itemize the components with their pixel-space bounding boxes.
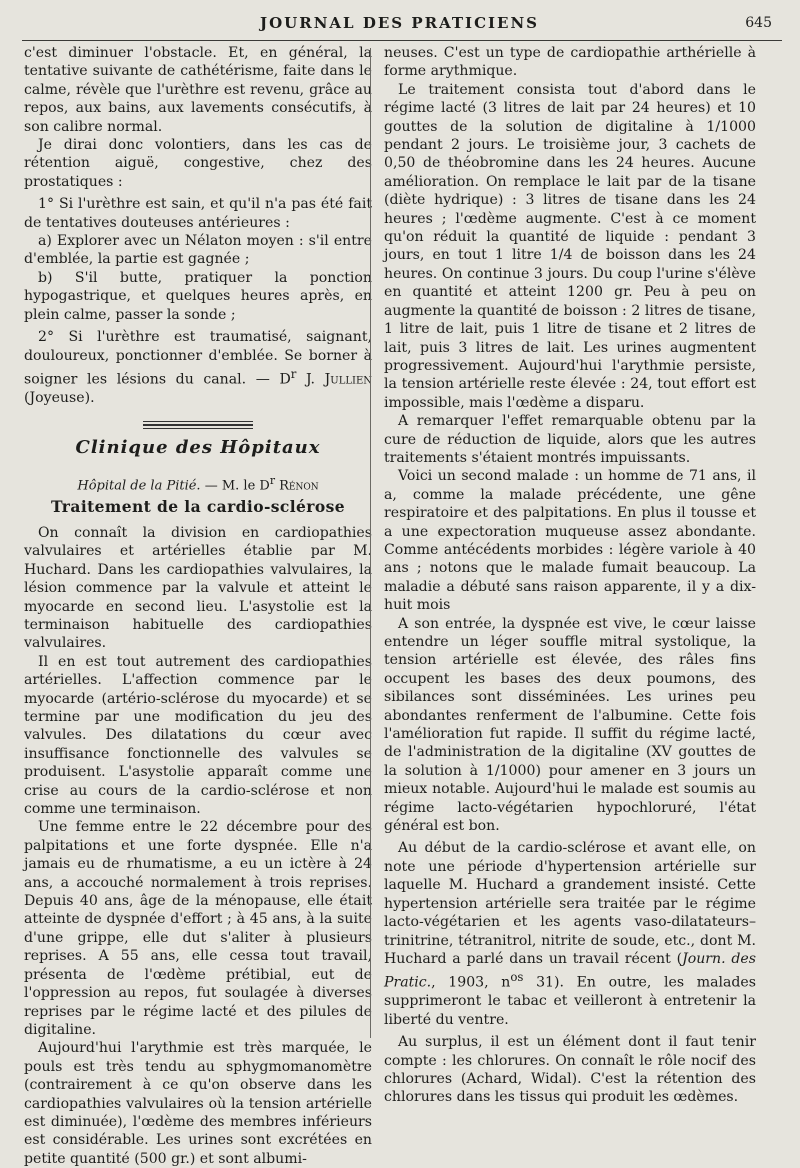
paragraph-with-citation — [384, 839, 756, 1029]
right-column — [384, 44, 756, 1107]
paragraph: Je dirai donc volontiers, dans les cas de rétention aiguë, congestive, chez des prostatiques : — [24, 137, 372, 190]
paragraph-text: 2° Si l'urèthre est traumatisé, saignant, douloureux, ponctionner d'emblée. Se borner à soigner les lésions du canal. — D — [24, 329, 372, 388]
paragraph: Le traitement consista tout d'abord dans le régime lacté (3 litres de lait par 24 heures) et 10 gouttes de la solution de digitaline à 1/1000 pendant 2 jours. Le troisième jour, 3 cachets de 0,50 de théobromine dans les 24 heures. Aucune amélioration. On remplace le lait par de la tisane (diète hydrique) : 3 litres de tisane dans les 24 heures ; l'œdème augmente. C'est à ce moment qu'on réduit la quantité de liquide : pendant 3 jours, en tout 1 litre 1/4 de boisson dans les 24 heures. On continue 3 jours. Du coup l'urine s'élève en quantité et atteint 1200 gr. Peu à peu on augmente la quantité de boisson : 2 litres de tisane, 1 litre de lait, puis 1 litre de tisane et 2 litres de lait, puis 3 litres de lait. Les urines augmentent progressivement. Aujourd'hui l'arythmie persiste, la tension artérielle reste élevée : 24, tout effort est impossible, mais l'œdème a disparu. — [384, 81, 756, 411]
hospital-name: Hôpital de la Pitié. — [77, 478, 201, 494]
page-header — [22, 10, 782, 36]
paragraph: Voici un second malade : un homme de 71 ans, il a, comme la malade précédente, une gêne respiratoire et des palpitations. En plus il tousse et a une expectoration muqueuse assez abondante. Comme antécédents morbides : légère variole à 40 ans ; notons que le malade fumait beaucoup. La maladie a débuté sans raison apparente, il y a dix-huit mois — [384, 468, 756, 614]
article-title: Traitement de la cardio-sclérose — [51, 496, 345, 516]
paragraph-text: 31). En outre, les malades supprimeront le tabac et veilleront à entretenir la liberté du ventre. — [384, 975, 756, 1028]
header-rule — [22, 40, 782, 41]
superscript: r — [290, 366, 297, 381]
paragraph-text: , 1903, n — [431, 975, 511, 991]
paragraph: A son entrée, la dyspnée est vive, le cœur laisse entendre un léger souffle mitral systolique, la tension artérielle est élevée, des râles fins occupent les bases des deux poumons, des sibilances sont disséminées. Les urines peu abondantes renferment de l'albumine. Cette fois l'amélioration fut rapide. Il suffit du régime lacté, de l'administration de la digitaline (XV gouttes de la solution à 1/1000) pour amener en 3 jours un mieux notable. Aujourd'hui le malade est soumis au régime lacto-végétarien hypochloruré, l'état général est bon. — [384, 615, 756, 835]
paragraph: Il en est tout autrement des cardiopathies artérielles. L'affection commence par le myocarde (artério-sclérose du myocarde) et se termine par une modification du jeu des valvules. Des dilatations du cœur avec insuffisance fonctionnelle des valvules se produisent. L'asystolie apparaît comme une crise au cours de la cardio-sclérose et non comme une terminaison. — [24, 653, 372, 818]
paragraph: b) S'il butte, pratiquer la ponction hypogastrique, et quelques heures après, en plein calme, passer la sonde ; — [24, 269, 372, 323]
paragraph-text: Au début de la cardio-sclérose et avant elle, on note une période d'hypertension artérielle sur laquelle M. Huchard a grandement insisté. Cette hypertension artérielle sera traitée par le régime lacto-végétarien et les agents vaso-dilatateurs–trinitrine, tétranitrol, nitrite de soude, etc., dont M. Huchard a parlé dans un travail récent ( — [384, 840, 756, 967]
paragraph: On connaît la division en cardiopathies valvulaires et artérielles établie par M. Huchard. Dans les cardiopathies valvulaires, la lésion commence par la valvule et atteint le myocarde en second lieu. L'asystolie est la terminaison habituelle des cardiopathies valvulaires. — [24, 524, 372, 652]
byline-text: — M. le D — [200, 478, 270, 494]
paragraph: A remarquer l'effet remarquable obtenu par la cure de réduction de liquide, alors que les autres traitements s'étaient montrés impuissants. — [384, 413, 756, 466]
page-number: 645 — [745, 15, 772, 31]
superscript: os — [510, 970, 524, 985]
paragraph: Au surplus, il est un élément dont il faut tenir compte : les chlorures. On connaît le rôle nocif des chlorures (Achard, Widal). C'est la rétention des chlorures dans les tissus qui produit les œdèmes. — [384, 1034, 756, 1106]
journal-title: JOURNAL DES PRATICIENS — [260, 14, 539, 32]
column-divider — [370, 48, 371, 1038]
left-column — [24, 44, 372, 1168]
author-location: (Joyeuse). — [24, 390, 95, 406]
paragraph: 1° Si l'urèthre est sain, et qu'il n'a pas été fait de tentatives douteuses antérieures : — [24, 196, 372, 231]
signed-paragraph — [24, 328, 372, 407]
paragraph: neuses. C'est un type de cardiopathie arthérielle à forme arythmique. — [384, 45, 756, 80]
citation-journal: Journ. des Pratic. — [384, 950, 756, 991]
paragraph: c'est diminuer l'obstacle. Et, en général, la tentative suivante de cathétérisme, faite dans le calme, révèle que l'urèthre est revenu, grâce au repos, aux bains, aux lavements consécutifs, à son calibre normal. — [24, 45, 372, 135]
byline — [24, 472, 372, 496]
author-name: J. Jullien — [296, 371, 372, 388]
paragraph: Aujourd'hui l'arythmie est très marquée, le pouls est très tendu au sphygmomanomètre (contrairement à ce qu'on observe dans les cardiopathies valvulaires où la tension artérielle est diminuée), l'œdème des membres inférieurs est considérable. Les urines sont excrétées en petite quantité (500 gr.) et sont albumi- — [24, 1040, 372, 1167]
paragraph: Une femme entre le 22 décembre pour des palpitations et une forte dyspnée. Elle n'a jamais eu de rhumatisme, a eu un ictère à 24 ans, a accouché normalement à trois reprises. Depuis 40 ans, âge de la ménopause, elle était atteinte de dyspnée d'effort ; à 45 ans, à la suite d'une grippe, elle dut s'aliter à plusieurs reprises. A 55 ans, elle cessa tout travail, présenta de l'œdème prétibial, eut de l'oppression au repos, fut soulagée à diverses reprises par le régime lacté et des pilules de digitaline. — [24, 819, 372, 1038]
section-title: Clinique des Hôpitaux — [75, 437, 321, 459]
superscript: r — [269, 473, 276, 487]
section-divider — [143, 421, 253, 429]
paragraph: a) Explorer avec un Nélaton moyen : s'il entre d'emblée, la partie est gagnée ; — [24, 233, 372, 268]
doctor-name: Rénon — [275, 478, 319, 494]
